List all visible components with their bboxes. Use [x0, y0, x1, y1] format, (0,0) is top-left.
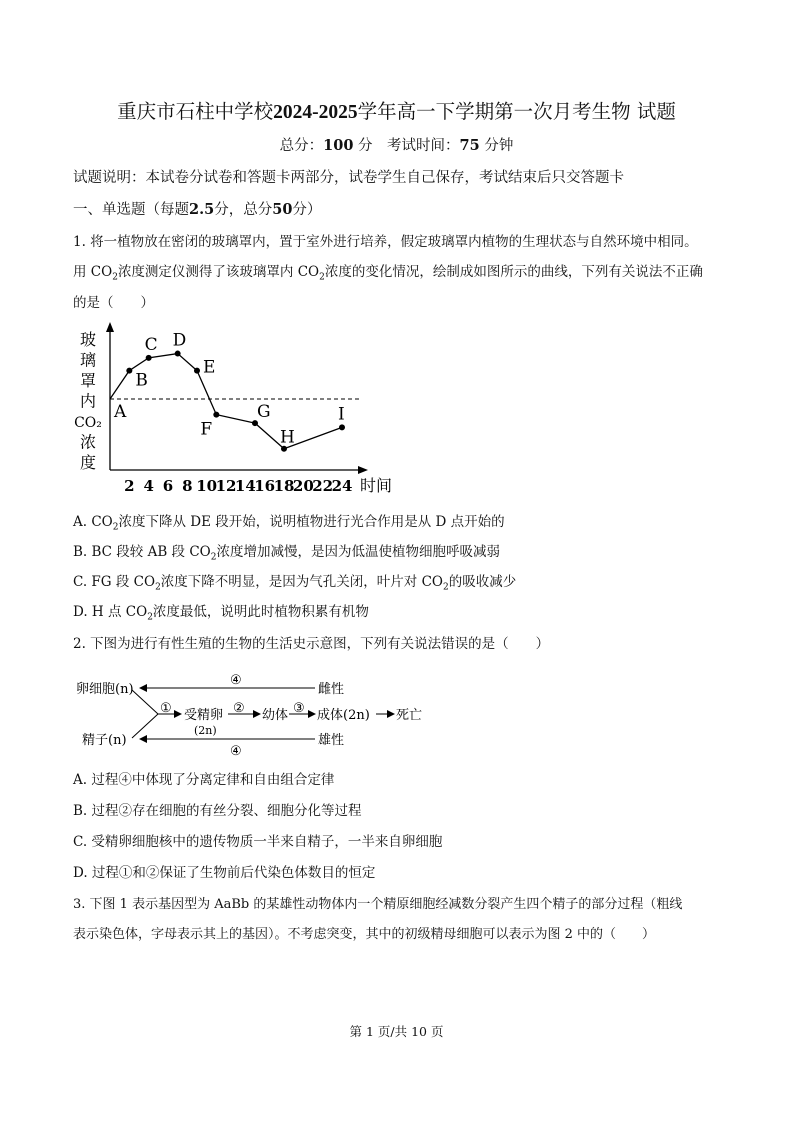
y-label-char: 浓	[79, 432, 97, 452]
fusion-line-egg	[132, 690, 158, 714]
page-title: 重庆市石柱中学校2024-2025学年高一下学期第一次月考生物 试题	[117, 100, 676, 123]
q1-stem-line3: 的是（ ）	[73, 295, 154, 311]
point-label-c: C	[144, 334, 158, 355]
y-label-char: 内	[79, 391, 97, 411]
male-label: 雄性	[318, 733, 345, 748]
point-i	[339, 424, 345, 430]
co2-chart	[70, 318, 410, 498]
y-axis-arrow	[106, 322, 114, 332]
fusion-line-sperm	[132, 714, 158, 738]
x-tick-label: 12	[215, 477, 237, 495]
q2-option-a[interactable]: A. 过程④中体现了分离定律和自由组合定律	[73, 772, 335, 788]
x-tick-label: 14	[234, 477, 256, 495]
point-d	[175, 351, 181, 357]
q2-option-c[interactable]: C. 受精卵细胞核中的遗传物质一半来自精子，一半来自卵细胞	[73, 834, 443, 850]
q2-stem: 2. 下图为进行有性生殖的生物的生活史示意图，下列有关说法错误的是（ ）	[73, 636, 550, 652]
death-label: 死亡	[396, 708, 423, 723]
process-2: ②	[233, 701, 245, 716]
point-label-d: D	[172, 330, 187, 351]
q1-stem-line1: 1. 将一植物放在密闭的玻璃罩内，置于室外进行培养，假定玻璃罩内植物的生理状态与自然环境中相同。	[73, 234, 698, 250]
point-label-e: E	[203, 357, 216, 378]
q1-stem-line2: 用 $CO_2$浓度测定仪测得了该玻璃罩内 $CO_2$浓度的变化情况，绘制成如图所示的曲线，下列有关说法不正确	[73, 264, 703, 283]
x-axis-arrow	[358, 466, 368, 474]
x-tick-label: 20	[292, 477, 314, 495]
juvenile-label: 幼体	[262, 708, 289, 723]
point-label-h: H	[280, 427, 295, 448]
point-label-f: F	[200, 419, 213, 440]
y-label-char: 璃	[79, 350, 97, 370]
instructions: 试题说明：本试卷分试卷和答题卡两部分，试卷学生自己保存，考试结束后只交答题卡	[73, 170, 624, 186]
x-tick-label: 18	[273, 477, 295, 495]
q1-option-c[interactable]: C. FG 段 $CO_2$浓度下降不明显，是因为气孔关闭，叶片对 $CO_2$的吸收减少	[73, 574, 517, 593]
point-label-g: G	[257, 402, 271, 423]
y-label-char: 度	[79, 453, 97, 472]
q2-option-d[interactable]: D. 过程①和②保证了生物前后代染色体数目的恒定	[73, 865, 376, 881]
process-4-bottom: ④	[230, 744, 242, 759]
y-label-char: 罩	[79, 371, 97, 390]
point-label-i: I	[338, 404, 345, 425]
point-b	[126, 368, 132, 374]
point-label-a: A	[114, 402, 127, 422]
process-1: ①	[160, 701, 172, 716]
point-f	[213, 412, 219, 418]
exam-meta: 总分：100 分 考试时间：75 分钟	[279, 137, 514, 154]
process-4-top: ④	[230, 673, 242, 688]
point-label-b: B	[135, 370, 148, 391]
x-tick-label: 2	[124, 477, 135, 495]
x-tick-label: 4	[143, 477, 154, 495]
x-tick-label: 22	[312, 477, 334, 495]
q1-option-d[interactable]: D. H 点 $CO_2$浓度最低，说明此时植物积累有机物	[73, 604, 369, 623]
life-cycle-diagram	[70, 668, 470, 760]
x-axis-label: 时间	[360, 476, 393, 495]
x-tick-label: 8	[182, 477, 193, 495]
y-label-char: 玻	[79, 330, 97, 349]
zygote-ploidy: (2n)	[194, 724, 217, 737]
zygote-label: 受精卵	[184, 708, 224, 723]
point-e	[194, 368, 200, 374]
point-c	[146, 355, 152, 361]
page-number: 第 1 页/共 10 页	[349, 1024, 444, 1039]
x-tick-label: 6	[162, 477, 174, 495]
x-tick-label: 24	[331, 477, 353, 495]
process-3: ③	[293, 701, 305, 716]
egg-label: 卵细胞(n)	[76, 682, 134, 697]
female-label: 雌性	[318, 682, 345, 697]
q3-stem-line1: 3. 下图 1 表示基因型为 AaBb 的某雄性动物体内一个精原细胞经减数分裂产生四个精子的部分过程（粗线	[73, 897, 683, 912]
y-label-char: CO₂	[74, 415, 102, 431]
sperm-label: 精子(n)	[82, 733, 127, 748]
q1-option-b[interactable]: B. BC 段较 AB 段 $CO_2$浓度增加减慢，是因为低温使植物细胞呼吸减弱	[73, 544, 500, 563]
y-axis-label	[74, 330, 102, 472]
x-tick-label: 16	[254, 477, 276, 495]
q2-option-b[interactable]: B. 过程②存在细胞的有丝分裂、细胞分化等过程	[73, 803, 362, 819]
section-heading: 一、单选题（每题2.5分，总分50分）	[73, 201, 322, 218]
co2-curve	[110, 354, 342, 449]
q3-stem-line2: 表示染色体，字母表示其上的基因）。不考虑突变，其中的初级精母细胞可以表示为图 2 中的（ ）	[73, 927, 656, 942]
x-tick-label: 10	[196, 477, 218, 495]
adult-label: 成体(2n)	[317, 708, 370, 723]
q1-option-a[interactable]: A. $CO_2$浓度下降从 DE 段开始，说明植物进行光合作用是从 D 点开始的	[73, 514, 505, 533]
